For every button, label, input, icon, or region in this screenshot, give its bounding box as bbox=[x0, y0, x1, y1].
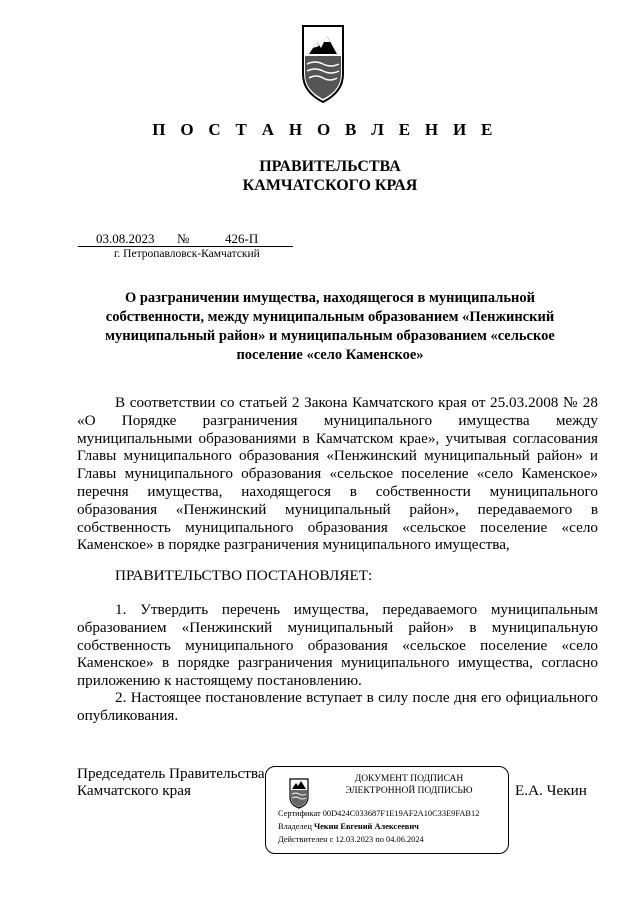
stamp-valid-from: 12.03.2023 bbox=[335, 835, 374, 844]
stamp-owner bbox=[278, 822, 419, 833]
item-2-paragraph: 2. Настоящее постановление вступает в силу после дня его официального опубликования. bbox=[77, 689, 598, 724]
stamp-owner-value: Чекин Евгений Алексеевич bbox=[313, 822, 419, 831]
document-type-heading: П О С Т А Н О В Л Е Н И Е bbox=[152, 120, 498, 139]
date-underline bbox=[78, 246, 293, 247]
issuer-line-1: ПРАВИТЕЛЬСТВА bbox=[259, 158, 401, 175]
electronic-signature-stamp bbox=[265, 766, 509, 854]
stamp-title-line-2: ЭЛЕКТРОННОЙ ПОДПИСЬЮ bbox=[345, 786, 473, 796]
preamble-paragraph: В соответствии со статьей 2 Закона Камчатского края от 25.03.2008 № 28 «О Порядке разграничения муниципального имущества между муниципальными образованиями в Камчатском крае», учитывая согласования Главы муниципального образования «Пенжинский муниципальный район» и Главы муниципального образования «сельское поселение «село Каменское» перечня имущества, находящегося в собственности муниципального образования «Пенжинский муниципальный район», передаваемого в собственность муниципального образования «сельское поселение «село Каменское» в порядке разграничения муниципального имущества, bbox=[77, 394, 598, 554]
stamp-valid-label: Действителен с bbox=[278, 835, 334, 844]
item-1-paragraph: 1. Утвердить перечень имущества, передаваемого муниципальным образованием «Пенжинский муниципальный район» в муниципальную собственность муниципального образования «сельское поселение «село Каменское» в порядке разграничения муниципального имущества, согласно приложению к настоящему постановлению. bbox=[77, 601, 598, 690]
document-number: 426-П bbox=[225, 231, 259, 246]
stamp-valid-to-label: по bbox=[375, 835, 384, 844]
decree-line: ПРАВИТЕЛЬСТВО ПОСТАНОВЛЯЕТ: bbox=[115, 567, 373, 584]
stamp-valid-to: 04.06.2024 bbox=[386, 835, 424, 844]
stamp-title-line-1: ДОКУМЕНТ ПОДПИСАН bbox=[354, 774, 464, 784]
document-city: г. Петропавловск-Камчатский bbox=[114, 248, 260, 260]
signer-name: Е.А. Чекин bbox=[515, 782, 587, 799]
signer-position-line-1: Председатель Правительства bbox=[77, 765, 265, 782]
document-date: 03.08.2023 bbox=[96, 231, 155, 246]
number-sign: № bbox=[177, 231, 190, 246]
stamp-emblem-icon bbox=[288, 777, 310, 809]
stamp-owner-label: Владелец bbox=[278, 822, 312, 831]
document-title: О разграничении имущества, находящегося в муниципальной собственности, между муниципальным образованием «Пенжинский муниципальный район» и муниципальным образованием «сельское поселение «село Каменское» bbox=[105, 290, 555, 363]
stamp-certificate-label: Сертификат bbox=[278, 809, 321, 818]
stamp-certificate-value: 00D424C033687F1E19AF2A10C33E9FAB12 bbox=[322, 809, 480, 818]
issuer-line-2: КАМЧАТСКОГО КРАЯ bbox=[242, 177, 418, 194]
stamp-certificate bbox=[278, 809, 479, 820]
date-number-line bbox=[78, 231, 298, 247]
kamchatka-coat-of-arms-icon bbox=[299, 24, 347, 106]
signer-position-line-2: Камчатского края bbox=[77, 782, 191, 799]
stamp-validity bbox=[278, 835, 424, 846]
